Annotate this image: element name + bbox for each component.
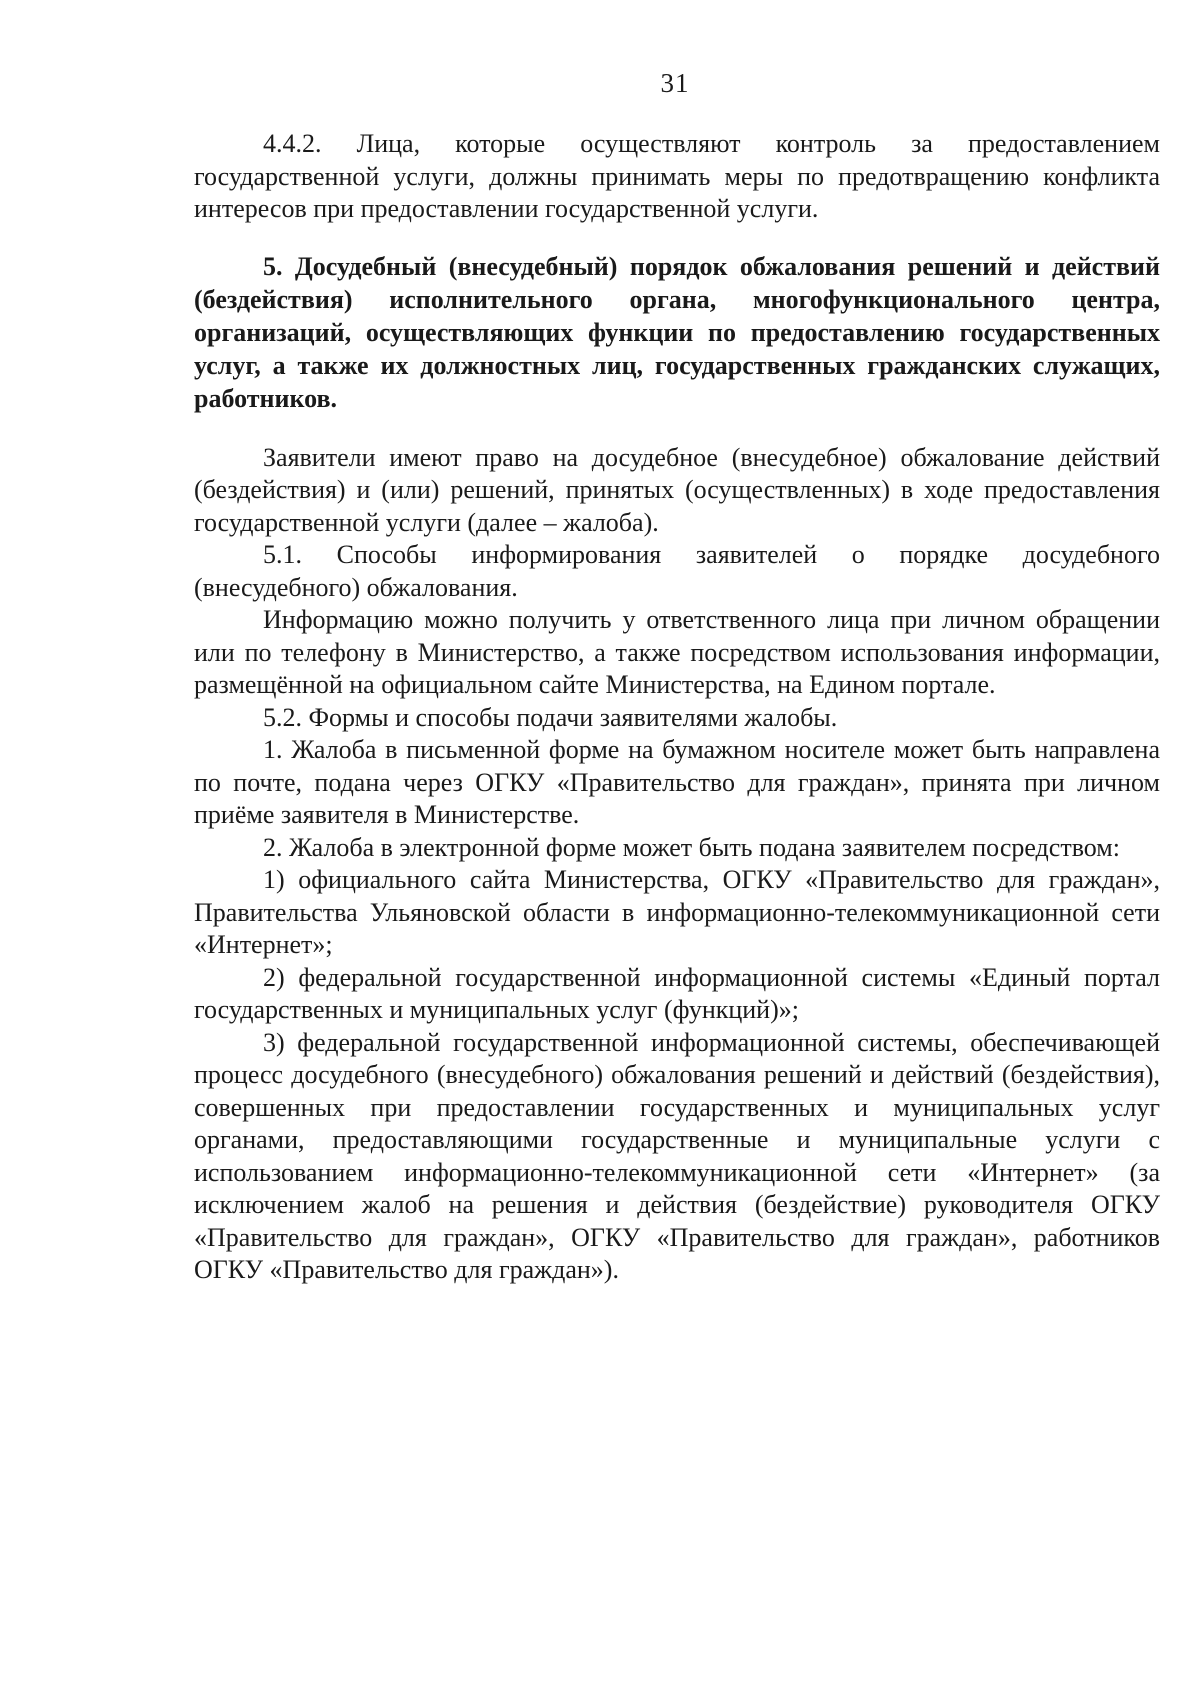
paragraph-4-4-2: 4.4.2. Лица, которые осуществляют контроль за предоставлением государственной услуги, должны принимать меры по предотвращению конфликта интересов при предоставлении государственной услуги. <box>194 129 1160 223</box>
page-number: 31 <box>660 68 690 98</box>
list-item-1: 1) официального сайта Министерства, ОГКУ «Правительство для граждан», Правительства Ульяновской области в информационно-телекоммуникационной сети «Интернет»; <box>194 865 1160 959</box>
paragraph-5-1: 5.1. Способы информирования заявителей о порядке досудебного (внесудебного) обжалования. <box>194 540 1160 602</box>
list-item-2: 2) федеральной государственной информационной системы «Единый портал государственных и муниципальных услуг (функций)»; <box>194 962 1160 1024</box>
paragraph-electronic-complaint: 2. Жалоба в электронной форме может быть подана заявителем посредством: <box>263 832 1120 862</box>
paragraph-information: Информацию можно получить у ответственного лица при личном обращении или по телефону в Министерство, а также посредством использования информации, размещённой на официальном сайте Министерства, на Едином портале. <box>194 605 1160 699</box>
document-body <box>194 128 1160 1287</box>
paragraph-written-complaint: 1. Жалоба в письменной форме на бумажном носителе может быть направлена по почте, подана через ОГКУ «Правительство для граждан», принята при личном приёме заявителя в Министерстве. <box>194 735 1160 829</box>
paragraph-5-2: 5.2. Формы и способы подачи заявителями жалобы. <box>263 702 838 732</box>
paragraph-applicants-right: Заявители имеют право на досудебное (внесудебное) обжалование действий (бездействия) и (или) решений, принятых (осуществленных) в ходе предоставления государственной услуги (далее – жалоба). <box>194 442 1160 537</box>
section-5-heading: 5. Досудебный (внесудебный) порядок обжалования решений и действий (бездействия) исполнительного органа, многофункционального центра, организаций, осуществляющих функции по предоставлению государственных услуг, а также их должностных лиц, государственных гражданских служащих, работников. <box>194 251 1160 413</box>
list-item-3: 3) федеральной государственной информационной системы, обеспечивающей процесс досудебного (внесудебного) обжалования решений и действий (бездействия), совершенных при предоставлении государственных и муниципальных услуг органами, предоставляющими государственные и муниципальные услуги с использованием информационно-телекоммуникационной сети «Интернет» (за исключением жалоб на решения и действия (бездействие) руководителя ОГКУ «Правительство для граждан», ОГКУ «Правительство для граждан», работников ОГКУ «Правительство для граждан»). <box>194 1027 1160 1284</box>
